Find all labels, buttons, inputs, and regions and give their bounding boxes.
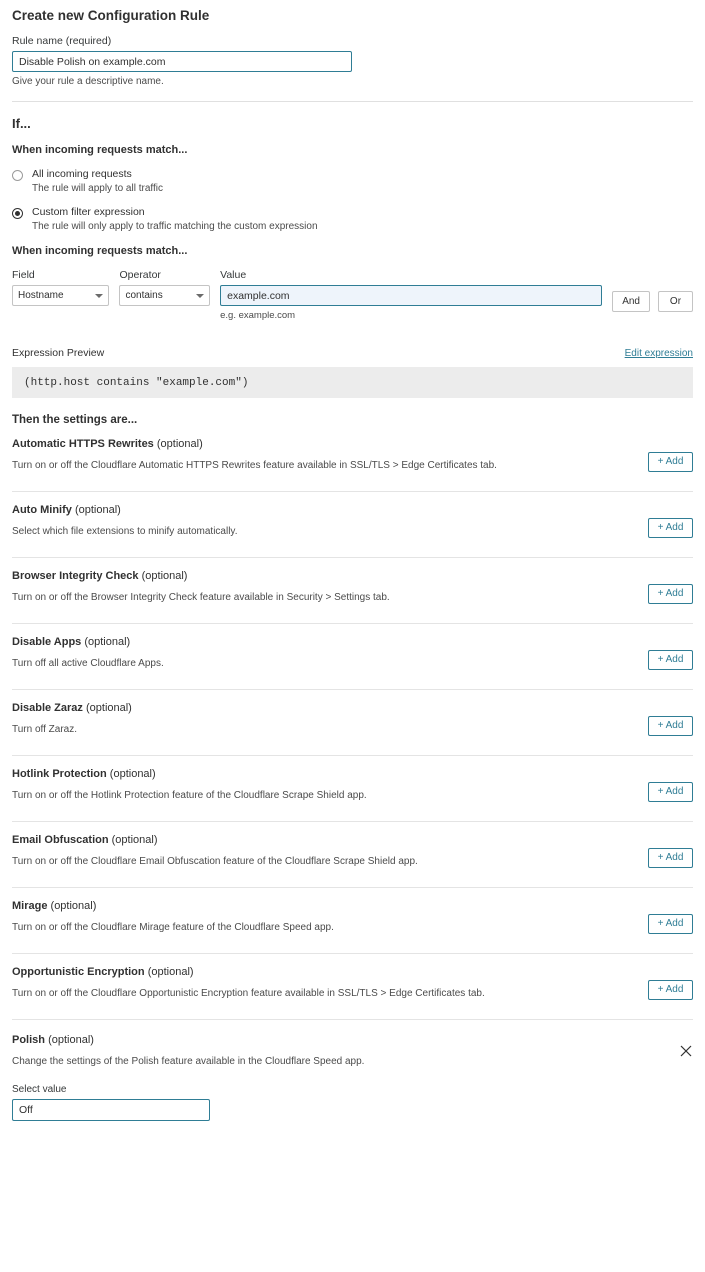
setting-name: Disable Zaraz: [12, 702, 83, 714]
setting-name: Opportunistic Encryption: [12, 966, 145, 978]
radio-option-all-incoming-requests[interactable]: [12, 168, 693, 194]
add-setting-button[interactable]: + Add: [648, 848, 693, 868]
operator-select-value: contains: [125, 290, 163, 301]
rule-name-group: [12, 35, 693, 87]
add-setting-button[interactable]: + Add: [648, 980, 693, 1000]
setting-name: Polish: [12, 1034, 46, 1046]
polish-select-label: Select value: [12, 1084, 67, 1095]
setting-optional: (optional): [85, 702, 132, 714]
expression-preview-label: Expression Preview: [12, 347, 105, 359]
rule-name-input[interactable]: [12, 51, 352, 72]
setting-row-email-obfuscation: [12, 822, 693, 888]
setting-description: Turn on or off the Hotlink Protection feature of the Cloudflare Scrape Shield app.: [12, 790, 367, 801]
value-label: Value: [220, 269, 247, 281]
divider-1: [12, 101, 693, 102]
or-button[interactable]: Or: [658, 291, 693, 312]
expression-preview-text: (http.host contains "example.com"): [24, 376, 249, 389]
polish-value-select[interactable]: [12, 1099, 210, 1121]
setting-name: Email Obfuscation: [12, 834, 109, 846]
if-section-subheading: When incoming requests match...: [12, 144, 188, 156]
add-setting-button[interactable]: + Add: [648, 716, 693, 736]
operator-label: Operator: [119, 269, 161, 281]
radio-label: All incoming requests: [32, 168, 132, 180]
setting-optional: (optional): [147, 966, 194, 978]
add-setting-button[interactable]: + Add: [648, 782, 693, 802]
field-select-value: Hostname: [18, 290, 64, 301]
setting-optional: (optional): [48, 1034, 94, 1046]
setting-row-opportunistic-encryption: [12, 954, 693, 1020]
add-setting-button[interactable]: + Add: [648, 650, 693, 670]
setting-row-disable-apps: [12, 624, 693, 690]
edit-expression-link[interactable]: Edit expression: [624, 348, 693, 359]
close-icon[interactable]: [679, 1044, 693, 1058]
setting-row-browser-integrity-check: [12, 558, 693, 624]
setting-optional: (optional): [84, 636, 131, 648]
setting-description: Turn on or off the Browser Integrity Check feature available in Security > Settings tab.: [12, 592, 390, 603]
and-button[interactable]: And: [612, 291, 650, 312]
setting-name: Mirage: [12, 900, 48, 912]
polish-value-select-value: Off: [19, 1104, 33, 1116]
setting-description: Change the settings of the Polish feature available in the Cloudflare Speed app.: [12, 1056, 365, 1067]
setting-optional: (optional): [141, 570, 188, 582]
page-title: Create new Configuration Rule: [12, 8, 210, 23]
setting-optional: (optional): [111, 834, 158, 846]
expression-preview-box: [12, 367, 693, 398]
radio-option-custom-filter-expression[interactable]: [12, 206, 693, 232]
add-setting-button[interactable]: + Add: [648, 914, 693, 934]
value-hint: e.g. example.com: [220, 310, 296, 321]
add-setting-button[interactable]: + Add: [648, 584, 693, 604]
setting-name: Hotlink Protection: [12, 768, 107, 780]
value-input[interactable]: [220, 285, 602, 306]
chevron-down-icon: [196, 294, 204, 298]
rule-name-helper: Give your rule a descriptive name.: [12, 76, 164, 87]
then-section-heading: Then the settings are...: [12, 414, 138, 426]
setting-row-automatic-https-rewrites: [12, 426, 693, 492]
setting-description: Turn off all active Cloudflare Apps.: [12, 658, 164, 669]
filter-expression-row: [12, 269, 693, 321]
operator-select[interactable]: [119, 285, 210, 306]
setting-description: Turn on or off the Cloudflare Automatic HTTPS Rewrites feature available in SSL/TLS > Edge Certificates tab.: [12, 460, 497, 471]
setting-optional: (optional): [50, 900, 97, 912]
add-setting-button[interactable]: + Add: [648, 452, 693, 472]
filter-subheading: When incoming requests match...: [12, 245, 188, 257]
radio-label: Custom filter expression: [32, 206, 145, 218]
setting-description: Turn on or off the Cloudflare Opportunistic Encryption feature available in SSL/TLS > Edge Certificates tab.: [12, 988, 485, 999]
rule-name-label: Rule name (required): [12, 35, 112, 47]
radio-description: The rule will apply to all traffic: [32, 183, 163, 194]
radio-icon[interactable]: [12, 208, 23, 219]
radio-description: The rule will only apply to traffic matching the custom expression: [32, 221, 318, 232]
setting-name: Disable Apps: [12, 636, 82, 648]
setting-name: Browser Integrity Check: [12, 570, 139, 582]
setting-row-auto-minify: [12, 492, 693, 558]
setting-optional: (optional): [74, 504, 121, 516]
add-setting-button[interactable]: + Add: [648, 518, 693, 538]
setting-row-disable-zaraz: [12, 690, 693, 756]
setting-row-mirage: [12, 888, 693, 954]
chevron-down-icon: [95, 294, 103, 298]
if-section-heading: If...: [12, 116, 31, 131]
setting-description: Turn on or off the Cloudflare Email Obfuscation feature of the Cloudflare Scrape Shield app.: [12, 856, 418, 867]
setting-optional: (optional): [156, 438, 203, 450]
radio-icon[interactable]: [12, 170, 23, 181]
setting-description: Turn off Zaraz.: [12, 724, 78, 735]
setting-row-hotlink-protection: [12, 756, 693, 822]
setting-name: Auto Minify: [12, 504, 72, 516]
setting-name: Automatic HTTPS Rewrites: [12, 438, 154, 450]
field-select[interactable]: [12, 285, 109, 306]
setting-description: Turn on or off the Cloudflare Mirage feature of the Cloudflare Speed app.: [12, 922, 334, 933]
expression-preview-header: [12, 347, 693, 359]
setting-optional: (optional): [109, 768, 156, 780]
setting-description: Select which file extensions to minify automatically.: [12, 526, 238, 537]
field-label: Field: [12, 269, 35, 281]
setting-row-polish: [12, 1020, 693, 1134]
